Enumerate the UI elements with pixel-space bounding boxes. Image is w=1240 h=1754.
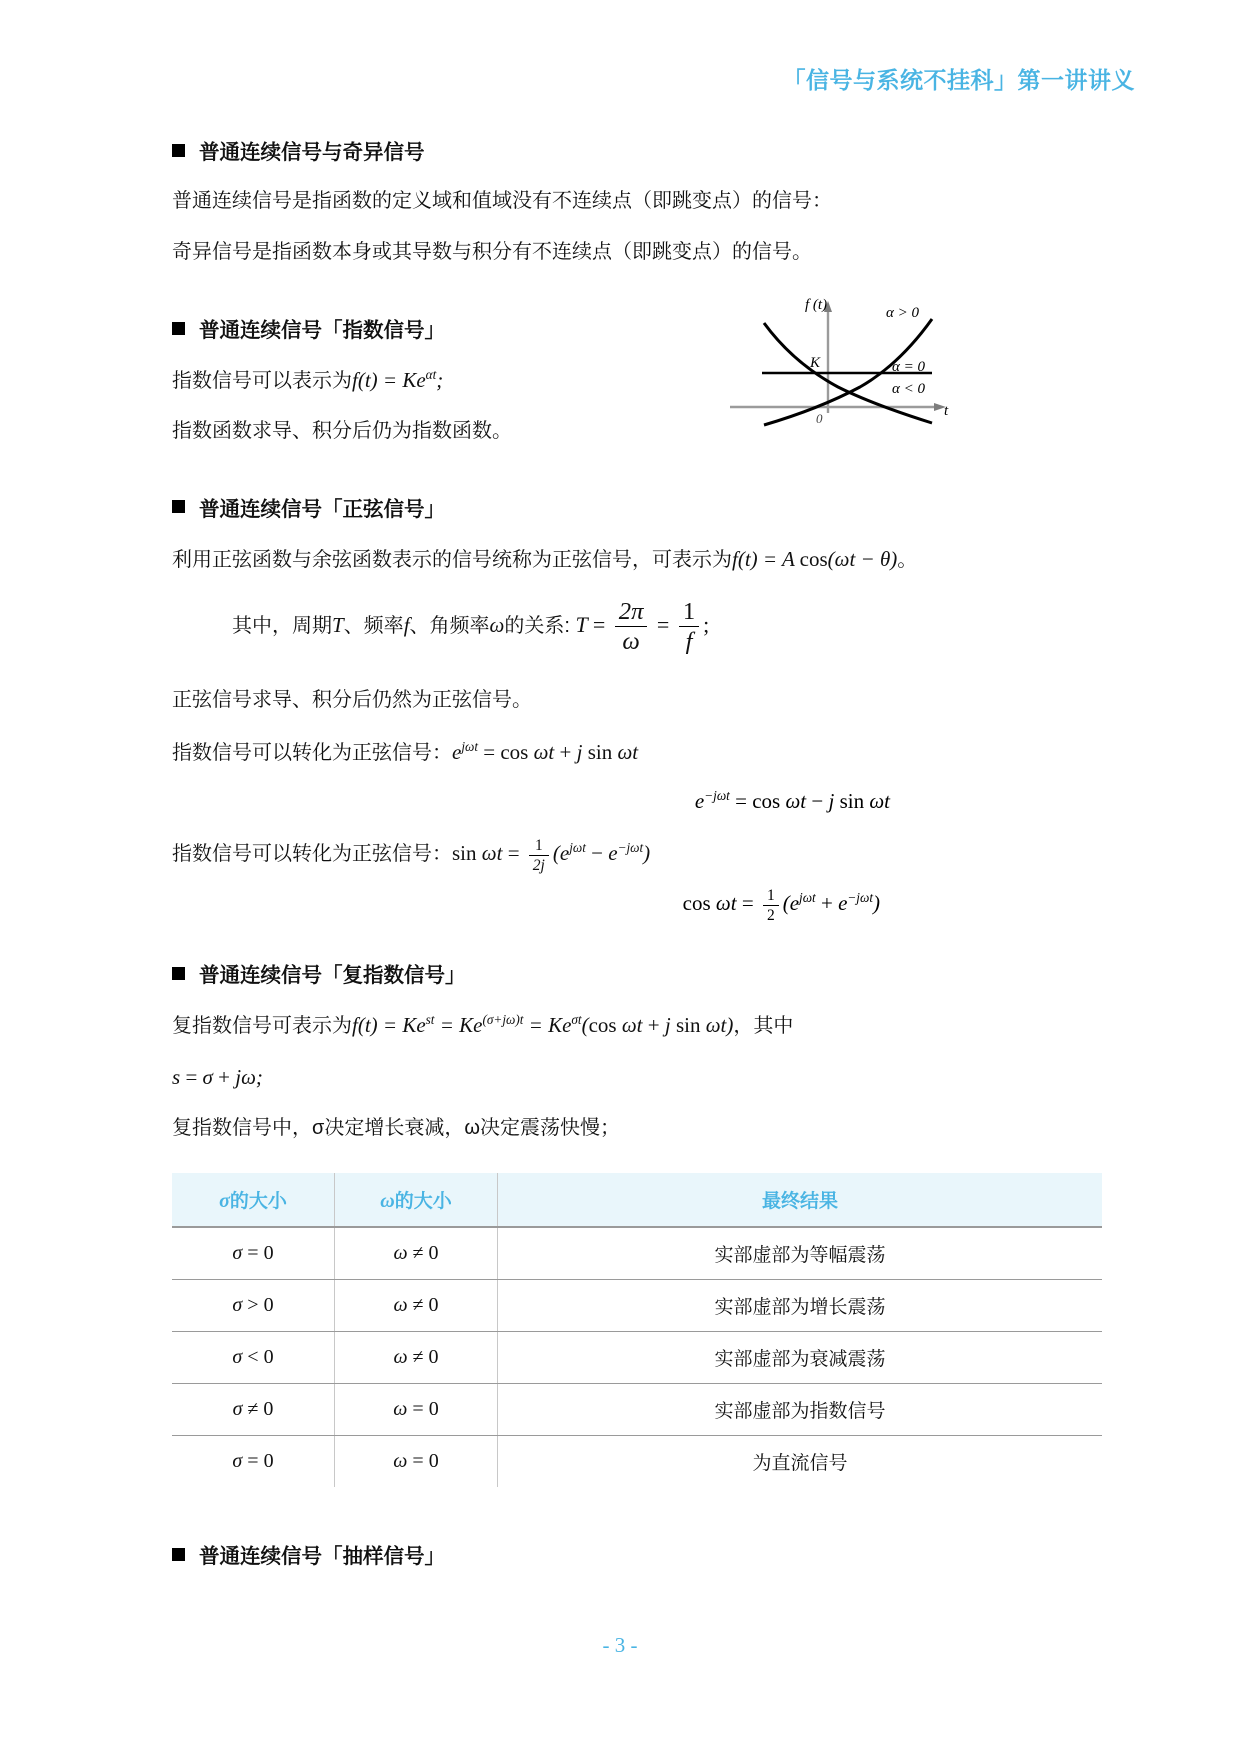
fraction-denominator: 2j: [529, 855, 549, 874]
cell-result: 为直流信号: [752, 1453, 848, 1475]
square-bullet-icon: [172, 144, 185, 157]
cell-result: 实部虚部为等幅震荡: [498, 1227, 1103, 1280]
cell-sigma: [172, 1227, 335, 1280]
sigma-operator: ≠: [247, 1398, 259, 1421]
euler-formula-1: $e^{j\omega t} = \cos \omega t + j$ sin ωt: [452, 738, 639, 764]
sigma-symbol: σ: [232, 1242, 243, 1265]
paragraph-s-definition: [172, 1058, 1102, 1098]
omega-symbol: ω: [393, 1294, 408, 1317]
complex-exponential-prefix: 复指数信号可表示为: [172, 1015, 352, 1038]
figure-curve-label-alpha-zero: α = 0: [892, 359, 925, 375]
table-body: [172, 1227, 1102, 1487]
table-head: [172, 1173, 1102, 1227]
sigma-symbol: σ: [232, 1450, 243, 1473]
sigma-value: 0: [263, 1242, 274, 1265]
relation-lhs-T: T: [575, 611, 588, 637]
table-row: [172, 1332, 1102, 1384]
paragraph-complex-exponential-expression: [172, 1006, 1102, 1046]
relation-symbol-T: T: [332, 612, 344, 637]
sigma-expression: [233, 1398, 274, 1420]
omega-value: 0: [428, 1294, 439, 1317]
figure-curve-label-alpha-positive: α > 0: [886, 305, 919, 321]
sigma-expression: [232, 1294, 273, 1316]
omega-operator: =: [412, 1398, 424, 1421]
figure-k-label: K: [810, 355, 821, 371]
square-bullet-icon: [172, 500, 185, 513]
page-footer: [0, 1633, 1240, 1658]
sigma-value: 0: [263, 1398, 274, 1421]
euler-formula-sin: sin ωt = $\frac{1}{2j}$ $(e^{j\omega t} - e^{-j\omega t})$: [452, 836, 651, 875]
cell-omega: [335, 1384, 498, 1436]
relation-mid-3: 的关系:: [504, 614, 576, 637]
omega-operator: =: [412, 1450, 424, 1473]
comparison-table-wrapper: [172, 1173, 1102, 1487]
relation-mid-2: 、角频率: [409, 614, 490, 637]
omega-value: 0: [428, 1346, 439, 1369]
cell-omega: [335, 1280, 498, 1332]
omega-operator: ≠: [412, 1346, 424, 1369]
table-row: [172, 1384, 1102, 1436]
complex-exponential-formula: $f(t) = Ke^{st} = Ke^{(\sigma+j\omega)t} = Ke^{\sigma t}(\cos$ ωt + j sin ωt): [352, 1012, 734, 1038]
paragraph-period-frequency-relation: [172, 598, 1102, 656]
section-heading-text: 普通连续信号「指数信号」: [199, 319, 445, 342]
header-sigma-symbol: σ: [219, 1190, 230, 1213]
fraction-one-over-two: [763, 887, 779, 925]
relation-symbol-f: f: [403, 612, 410, 637]
paragraph-euler-4: [172, 887, 1102, 925]
omega-symbol: ω: [393, 1398, 408, 1421]
header-sigma-text: 的大小: [229, 1191, 287, 1213]
paragraph-exponential-derivative: 指数函数求导、积分后仍为指数函数。: [172, 419, 512, 442]
omega-value: 0: [428, 1242, 439, 1265]
relation-equals-2: =: [656, 611, 670, 637]
section-heading-ordinary-vs-singular: [172, 135, 1102, 165]
sigma-operator: =: [247, 1450, 259, 1473]
exponential-expression-prefix: 指数信号可以表示为: [172, 370, 352, 392]
omega-operator: ≠: [412, 1242, 424, 1265]
cell-sigma: [172, 1332, 335, 1384]
section-heading-sinusoidal-signal: [172, 492, 1102, 522]
relation-terminator: ;: [703, 611, 710, 637]
cell-result: 实部虚部为指数信号: [498, 1384, 1103, 1436]
sigma-operator: >: [247, 1294, 259, 1317]
relation-equals-1: =: [592, 611, 606, 637]
omega-expression: [393, 1450, 438, 1472]
document-content: [172, 135, 1102, 1587]
relation-symbol-omega: ω: [489, 612, 505, 637]
section-heading-text: 普通连续信号「抽样信号」: [199, 1545, 445, 1569]
table-header-row: [172, 1173, 1102, 1227]
cell-omega: [335, 1227, 498, 1280]
sinusoidal-expression-prefix: 利用正弦函数与余弦函数表示的信号统称为正弦信号，可表示为: [172, 548, 732, 571]
sigma-expression: [232, 1450, 273, 1472]
s-definition-formula: s = σ + jω;: [172, 1065, 263, 1090]
omega-expression: [393, 1398, 438, 1420]
sigma-expression: [232, 1346, 273, 1368]
euler-label-1: 指数信号可以转化为正弦信号：: [172, 741, 452, 764]
sigma-value: 0: [263, 1450, 274, 1473]
figure-y-axis-label: f (t): [805, 297, 828, 313]
document-header-title: 「信号与系统不挂科」第一讲讲义: [782, 67, 1135, 93]
sigma-value: 0: [263, 1346, 274, 1369]
section-heading-text: 普通连续信号「正弦信号」: [199, 497, 445, 521]
section-heading-exponential-signal: [172, 313, 1102, 343]
exponential-formula: $f(t) = Ke^{\alpha t}$;: [352, 367, 444, 392]
header-omega-text: 的大小: [394, 1191, 452, 1213]
square-bullet-icon: [172, 1548, 185, 1561]
cell-result: 实部虚部为增长震荡: [498, 1280, 1103, 1332]
omega-expression: [393, 1242, 438, 1264]
sigma-omega-result-table: [172, 1173, 1102, 1487]
sigma-symbol: σ: [232, 1294, 243, 1317]
header-omega-symbol: ω: [380, 1190, 395, 1213]
section-heading-sampling-signal: [172, 1539, 1102, 1569]
fraction-one-over-two-j: [529, 837, 549, 875]
table-header-result: 最终结果: [498, 1173, 1103, 1227]
section-heading-text: 普通连续信号「复指数信号」: [199, 964, 466, 988]
cell-omega: [335, 1436, 498, 1488]
paragraph-singular-definition: 奇异信号是指函数本身或其导数与积分有不连续点（即跳变点）的信号。: [172, 241, 812, 263]
relation-prefix: 其中，周期: [232, 614, 332, 637]
fraction-denominator: f: [679, 626, 699, 656]
paragraph-sinusoidal-expression: [172, 540, 1102, 580]
cell-sigma: [172, 1384, 335, 1436]
euler-label-2: 指数信号可以转化为正弦信号：: [172, 843, 452, 866]
section-heading-complex-exponential-signal: [172, 958, 1102, 988]
fraction-one-over-f: [679, 598, 699, 656]
sigma-operator: <: [247, 1346, 259, 1369]
omega-symbol: ω: [393, 1450, 408, 1473]
paragraph-euler-3: [172, 834, 1102, 874]
omega-value: 0: [428, 1398, 439, 1421]
fraction-two-pi-over-omega: [615, 598, 648, 656]
relation-mid-1: 、频率: [343, 614, 404, 637]
fraction-numerator: 2π: [618, 597, 644, 625]
square-bullet-icon: [172, 322, 185, 335]
paragraph-euler-2: [172, 785, 1102, 819]
euler-formula-2: $e^{-j\omega t} = \cos \omega t - j$ sin ωt: [694, 787, 890, 813]
omega-symbol: ω: [393, 1242, 408, 1265]
fraction-numerator: 1: [682, 597, 696, 625]
sigma-value: 0: [263, 1294, 274, 1317]
paragraph-exponential-expression: [172, 361, 1102, 401]
sigma-expression: [232, 1242, 273, 1264]
paragraph-sigma-omega-meaning: 复指数信号中，σ决定增长衰减，ω决定震荡快慢；: [172, 1117, 620, 1140]
sigma-symbol: σ: [232, 1398, 243, 1421]
figure-origin-label: 0: [816, 411, 823, 426]
sinusoidal-expression-suffix: 。: [897, 548, 918, 571]
complex-exponential-suffix: ，其中: [733, 1015, 794, 1038]
omega-expression: [393, 1346, 438, 1368]
square-bullet-icon: [172, 967, 185, 980]
page-number: - 3 -: [602, 1633, 638, 1657]
table-header-sigma: [172, 1173, 335, 1227]
figure-x-axis-label: t: [944, 403, 949, 419]
sigma-symbol: σ: [232, 1346, 243, 1369]
table-row: [172, 1280, 1102, 1332]
fraction-denominator: ω: [615, 626, 648, 656]
sinusoidal-formula: f(t) = A cos(ωt − θ): [732, 546, 898, 571]
euler-formula-cos: cos ωt = $\frac{1}{2}$ $(e^{j\omega t} + e^{-j\omega t})$: [682, 886, 880, 924]
omega-expression: [393, 1294, 438, 1316]
omega-operator: ≠: [412, 1294, 424, 1317]
table-row: [172, 1227, 1102, 1280]
cell-sigma: [172, 1436, 335, 1488]
fraction-numerator: 1: [534, 836, 543, 854]
paragraph-euler-1: [172, 733, 1102, 773]
sigma-operator: =: [247, 1242, 259, 1265]
cell-result: 实部虚部为衰减震荡: [498, 1332, 1103, 1384]
paragraph-continuous-definition: 普通连续信号是指函数的定义域和值域没有不连续点（即跳变点）的信号：: [172, 190, 832, 212]
figure-curve-label-alpha-negative: α < 0: [892, 381, 925, 397]
cell-omega: [335, 1332, 498, 1384]
table-header-omega: [335, 1173, 498, 1227]
fraction-denominator: 2: [763, 905, 779, 924]
omega-symbol: ω: [393, 1346, 408, 1369]
fraction-numerator: 1: [766, 886, 775, 904]
paragraph-sinusoidal-derivative: 正弦信号求导、积分后仍然为正弦信号。: [172, 688, 532, 711]
table-row: [172, 1436, 1102, 1488]
section-heading-text: 普通连续信号与奇异信号: [199, 141, 425, 164]
cell-sigma: [172, 1280, 335, 1332]
omega-value: 0: [428, 1450, 439, 1473]
